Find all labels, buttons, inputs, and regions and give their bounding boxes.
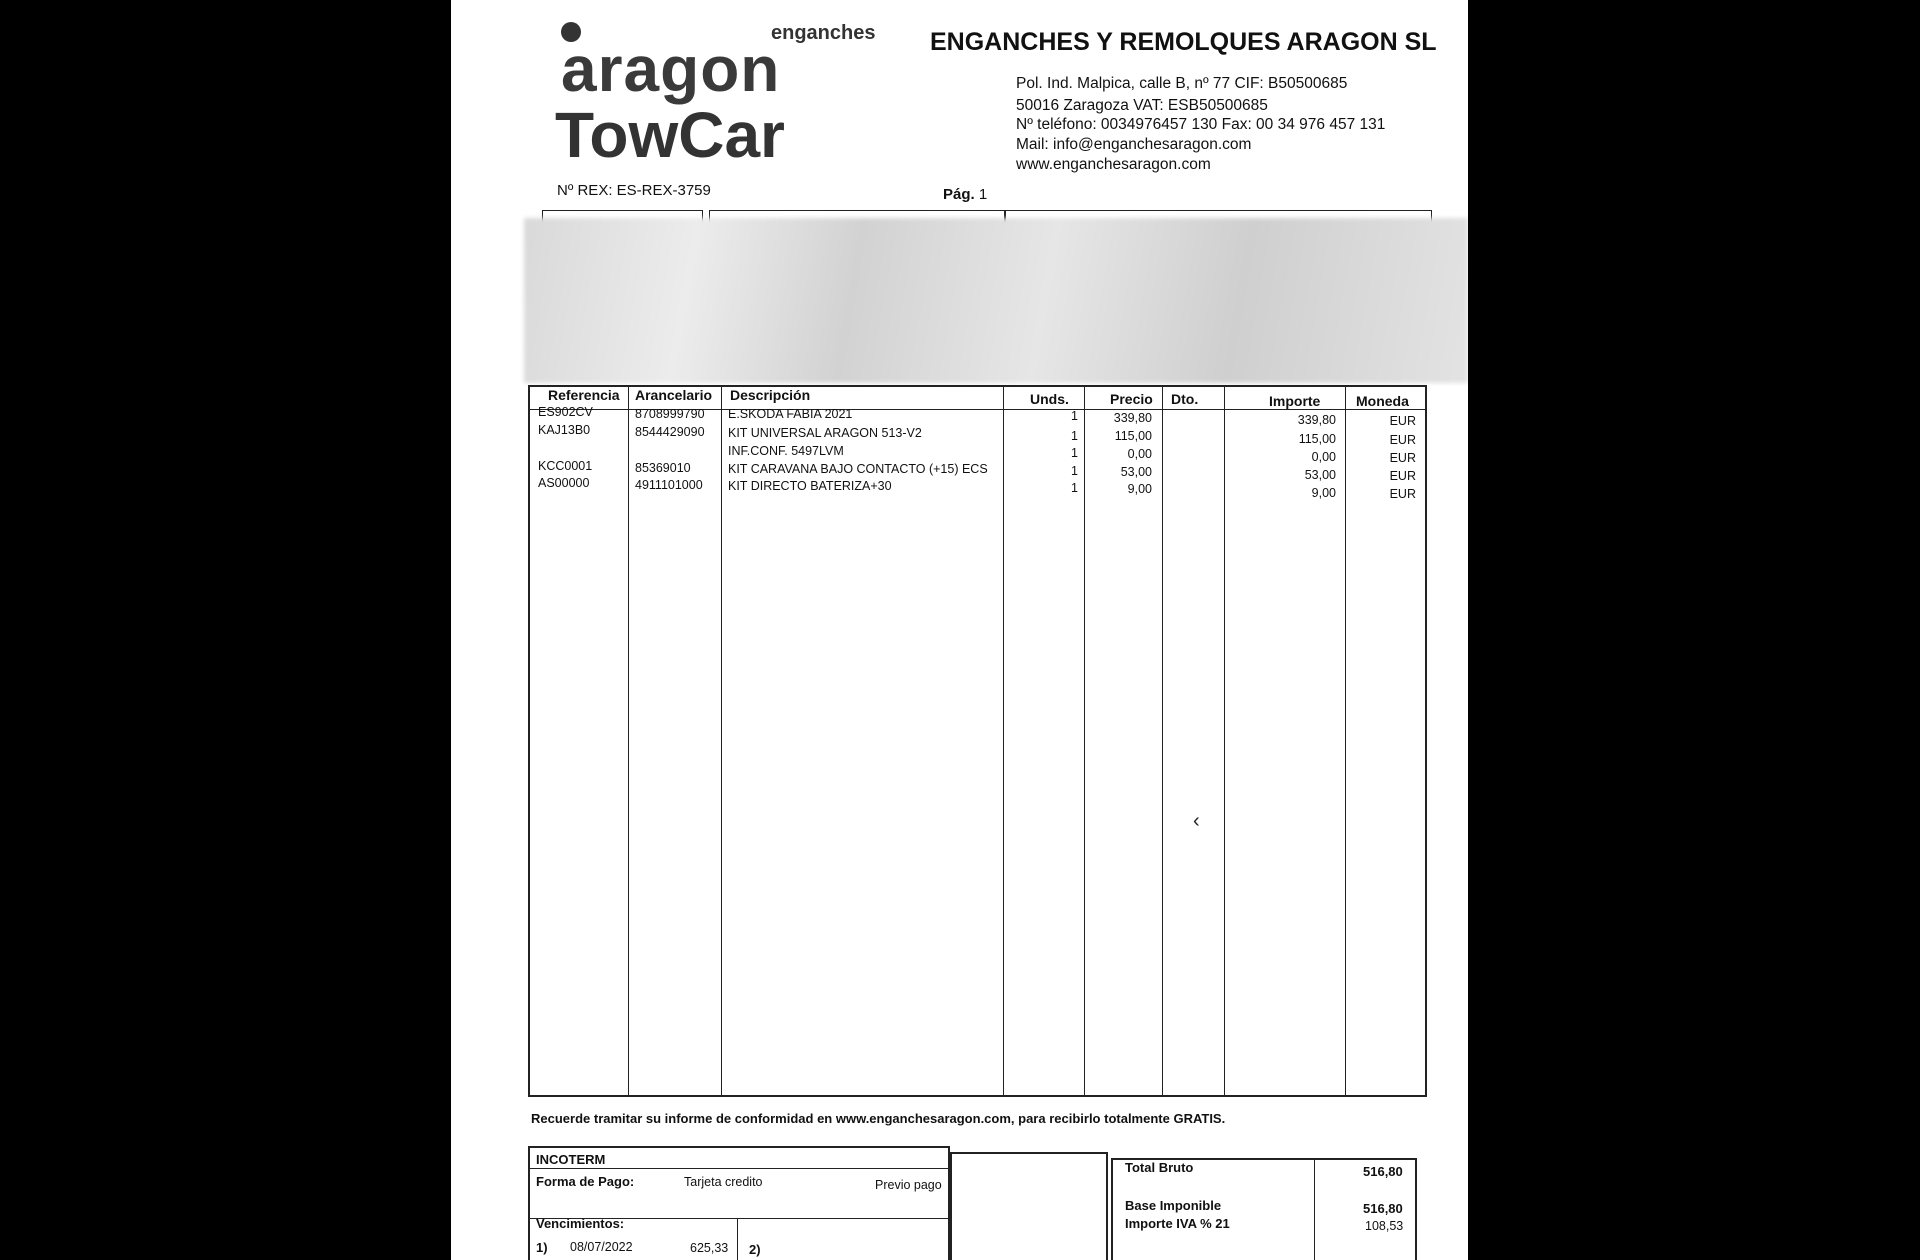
- base-imponible-value: 516,80: [1363, 1201, 1403, 1216]
- company-phone: Nº teléfono: 0034976457 130 Fax: 00 34 976 457 131: [1016, 116, 1386, 133]
- blank-box: [950, 1152, 1108, 1260]
- row3-precio: 0,00: [1127, 447, 1152, 461]
- row4-importe: 53,00: [1304, 468, 1336, 482]
- row3-desc: INF.CONF. 5497LVM: [728, 444, 844, 458]
- col-header-referencia: Referencia: [548, 387, 620, 403]
- row2-ref: KAJ13B0: [538, 423, 591, 437]
- vencimientos-divider: [737, 1218, 738, 1260]
- payment-divider: [530, 1168, 948, 1169]
- row3-unds: 1: [1071, 446, 1078, 460]
- invoice-page: [451, 0, 1468, 1260]
- company-logo: [551, 18, 876, 171]
- scan-mark-icon: ‹: [1193, 810, 1200, 832]
- rex-number: Nº REX: ES-REX-3759: [557, 182, 711, 199]
- payment-box: [528, 1146, 950, 1260]
- page-indicator: [943, 186, 987, 203]
- redacted-customer-block: [524, 218, 1468, 383]
- base-imponible-label: Base Imponible: [1125, 1198, 1222, 1213]
- row2-aran: 8544429090: [635, 425, 705, 439]
- company-address-line2: 50016 Zaragoza VAT: ESB50500685: [1016, 97, 1268, 114]
- row1-ref: ES902CV: [538, 405, 593, 419]
- row5-precio: 9,00: [1127, 482, 1152, 496]
- row5-unds: 1: [1071, 481, 1078, 495]
- row1-moneda: EUR: [1389, 414, 1416, 428]
- col-header-arancelario: Arancelario: [635, 387, 713, 403]
- col-divider: [1345, 387, 1346, 1095]
- forma-pago-value: Tarjeta credito: [684, 1175, 763, 1189]
- vencimiento-1-amount: 625,33: [690, 1241, 729, 1255]
- col-divider: [721, 387, 722, 1095]
- row4-moneda: EUR: [1389, 469, 1416, 483]
- total-bruto-label: Total Bruto: [1125, 1160, 1194, 1175]
- logo-towcar-text: TowCar: [555, 99, 785, 171]
- row2-importe: 115,00: [1298, 432, 1336, 446]
- totals-divider: [1314, 1160, 1315, 1260]
- items-table: [528, 385, 1427, 1097]
- row2-precio: 115,00: [1114, 429, 1152, 443]
- forma-pago-label: Forma de Pago:: [536, 1174, 635, 1189]
- company-name: ENGANCHES Y REMOLQUES ARAGON SL: [930, 28, 1437, 56]
- conformity-note: Recuerde tramitar su informe de conformidad en www.enganchesaragon.com, para recibirlo totalmente GRATIS.: [531, 1111, 1226, 1126]
- vencimiento-1-date: 08/07/2022: [570, 1240, 633, 1254]
- col-divider: [1003, 387, 1004, 1095]
- previo-pago: Previo pago: [875, 1178, 942, 1192]
- vencimiento-2-index: 2): [749, 1242, 761, 1257]
- row1-unds: 1: [1071, 409, 1078, 423]
- row1-precio: 339,80: [1113, 411, 1152, 425]
- row4-desc: KIT CARAVANA BAJO CONTACTO (+15) ECS: [728, 462, 988, 476]
- row3-importe: 0,00: [1311, 450, 1336, 464]
- col-header-importe: Importe: [1269, 393, 1321, 409]
- incoterm-label: INCOTERM: [536, 1152, 606, 1167]
- row5-ref: AS00000: [538, 476, 590, 490]
- row4-ref: KCC0001: [538, 459, 593, 473]
- company-address-line1: Pol. Ind. Malpica, calle B, nº 77 CIF: B50500685: [1016, 75, 1348, 92]
- row5-desc: KIT DIRECTO BATERIZA+30: [728, 479, 892, 493]
- col-divider: [1162, 387, 1163, 1095]
- col-divider: [1084, 387, 1085, 1095]
- col-header-unds: Unds.: [1030, 391, 1069, 407]
- importe-iva-label: Importe IVA % 21: [1125, 1216, 1230, 1231]
- importe-iva-value: 108,53: [1365, 1219, 1404, 1233]
- row5-aran: 4911101000: [635, 478, 703, 492]
- row1-importe: 339,80: [1297, 413, 1336, 427]
- row4-aran: 85369010: [635, 461, 691, 475]
- col-divider: [1224, 387, 1225, 1095]
- totals-box: [1111, 1158, 1417, 1260]
- logo-aragon-text: aragon: [561, 33, 781, 105]
- row2-desc: KIT UNIVERSAL ARAGON 513-V2: [728, 426, 922, 440]
- row3-moneda: EUR: [1389, 451, 1416, 465]
- page-number: 1: [978, 186, 988, 203]
- row1-desc: E.SKODA FABIA 2021: [728, 407, 853, 421]
- row4-precio: 53,00: [1120, 465, 1152, 479]
- row5-moneda: EUR: [1389, 487, 1416, 501]
- col-header-dto: Dto.: [1171, 391, 1199, 407]
- col-divider: [628, 387, 629, 1095]
- page-label: Pág.: [943, 186, 975, 203]
- vencimientos-label: Vencimientos:: [536, 1216, 625, 1231]
- row2-unds: 1: [1071, 429, 1078, 443]
- row2-moneda: EUR: [1389, 433, 1416, 447]
- logo-small-text: enganches: [771, 22, 876, 44]
- total-bruto-value: 516,80: [1363, 1164, 1403, 1179]
- company-web: www.enganchesaragon.com: [1016, 156, 1211, 173]
- row5-importe: 9,00: [1311, 486, 1336, 500]
- company-mail: Mail: info@enganchesaragon.com: [1016, 136, 1252, 153]
- vencimiento-1-index: 1): [536, 1240, 548, 1255]
- row1-aran: 8708999790: [635, 407, 705, 421]
- col-header-descripcion: Descripción: [730, 387, 811, 403]
- col-header-precio: Precio: [1110, 391, 1153, 407]
- row4-unds: 1: [1071, 464, 1078, 478]
- col-header-moneda: Moneda: [1356, 393, 1409, 409]
